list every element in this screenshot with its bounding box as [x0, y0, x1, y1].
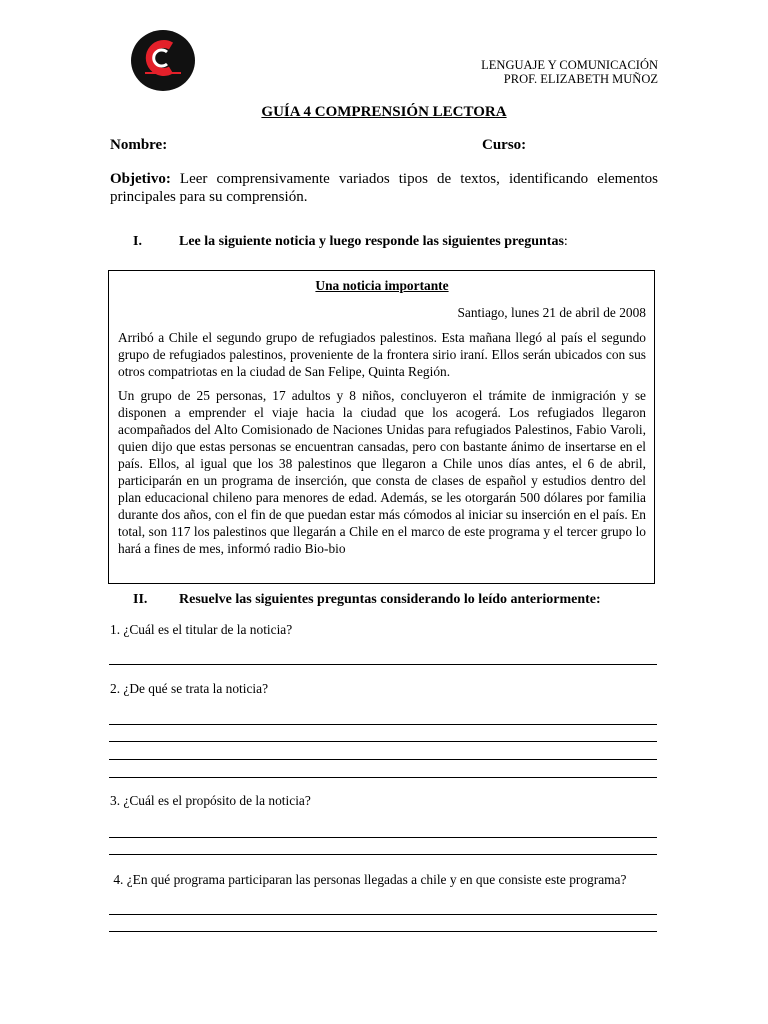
- section-2-number: II.: [133, 592, 148, 607]
- answer-line[interactable]: [109, 837, 657, 838]
- answer-line[interactable]: [109, 759, 657, 760]
- question-1: 1. ¿Cuál es el titular de la noticia?: [110, 622, 293, 637]
- news-paragraph-2: Un grupo de 25 personas, 17 adultos y 8 niños, concluyeron el trámite de inmigración y se disponen a emprender el viaje hacia la ciudad que los acogerá. Los refugiados llegaron acompañados del Alto Comisionado de Naciones Unidas para refugiados Palestinos, Fabio Varoli, quien dijo que estas personas se encuentran cansadas, pero con bastante ánimo de insertarse en el país. Ellos, al igual que los 38 palestinos que llegaron a Chile unos días antes, el 6 de abril, participarán en un programa de inserción, que consta de clases de español y estudios dentro del plan educacional chileno para menores de edad. Además, se les otorgarán 500 dólares por familia durante dos años, con el fin de que puedan estar más cómodos al iniciar su inserción en el país. En total, son 117 los palestinos que llegarán a Chile en el marco de este programa y el tercer grupo lo hará a fines de mes, informó radio Bio-bio: [118, 388, 646, 556]
- objective-text: Leer comprensivamente variados tipos de textos, identificando elementos principales para su comprensión.: [110, 171, 658, 205]
- question-3: 3. ¿Cuál es el propósito de la noticia?: [110, 793, 311, 808]
- news-dateline: Santiago, lunes 21 de abril de 2008: [457, 305, 646, 320]
- ccap-logo-icon: [131, 30, 195, 91]
- news-paragraph-1: Arribó a Chile el segundo grupo de refugiados palestinos. Esta mañana llegó al país el segundo grupo de refugiados palestinos, proveniente de la frontera sirio iraní. Ellos serán ubicados con sus otros compatriotas en la ciudad de San Felipe, Quinta Región.: [118, 330, 646, 379]
- answer-line[interactable]: [109, 931, 657, 932]
- subject-label: LENGUAJE Y COMUNICACIÓN: [481, 58, 658, 72]
- section-1-text: Lee la siguiente noticia y luego responde las siguientes preguntas: [179, 234, 564, 249]
- question-4: 4. ¿En qué programa participaran las personas llegadas a chile y en que consiste este programa?: [110, 872, 627, 887]
- ccap-logo: [131, 30, 195, 91]
- section-1-number: I.: [133, 234, 142, 249]
- answer-line[interactable]: [109, 664, 657, 665]
- news-title: Una noticia importante: [315, 278, 449, 293]
- objective-label: Objetivo:: [110, 171, 171, 187]
- page-title: GUÍA 4 COMPRENSIÓN LECTORA: [261, 104, 507, 120]
- objective: [110, 170, 658, 206]
- answer-line[interactable]: [109, 724, 657, 725]
- answer-line[interactable]: [109, 741, 657, 742]
- answer-line[interactable]: [109, 777, 657, 778]
- answer-line[interactable]: [109, 914, 657, 915]
- teacher-label: PROF. ELIZABETH MUÑOZ: [503, 72, 658, 86]
- course-label: Curso:: [482, 137, 527, 153]
- name-label: Nombre:: [110, 137, 168, 153]
- answer-line[interactable]: [109, 854, 657, 855]
- news-box: [108, 270, 655, 584]
- header-info: [481, 58, 658, 86]
- section-1-suffix: :: [563, 234, 568, 249]
- question-2: 2. ¿De qué se trata la noticia?: [110, 681, 269, 696]
- section-2-text: Resuelve las siguientes preguntas considerando lo leído anteriormente:: [179, 592, 601, 607]
